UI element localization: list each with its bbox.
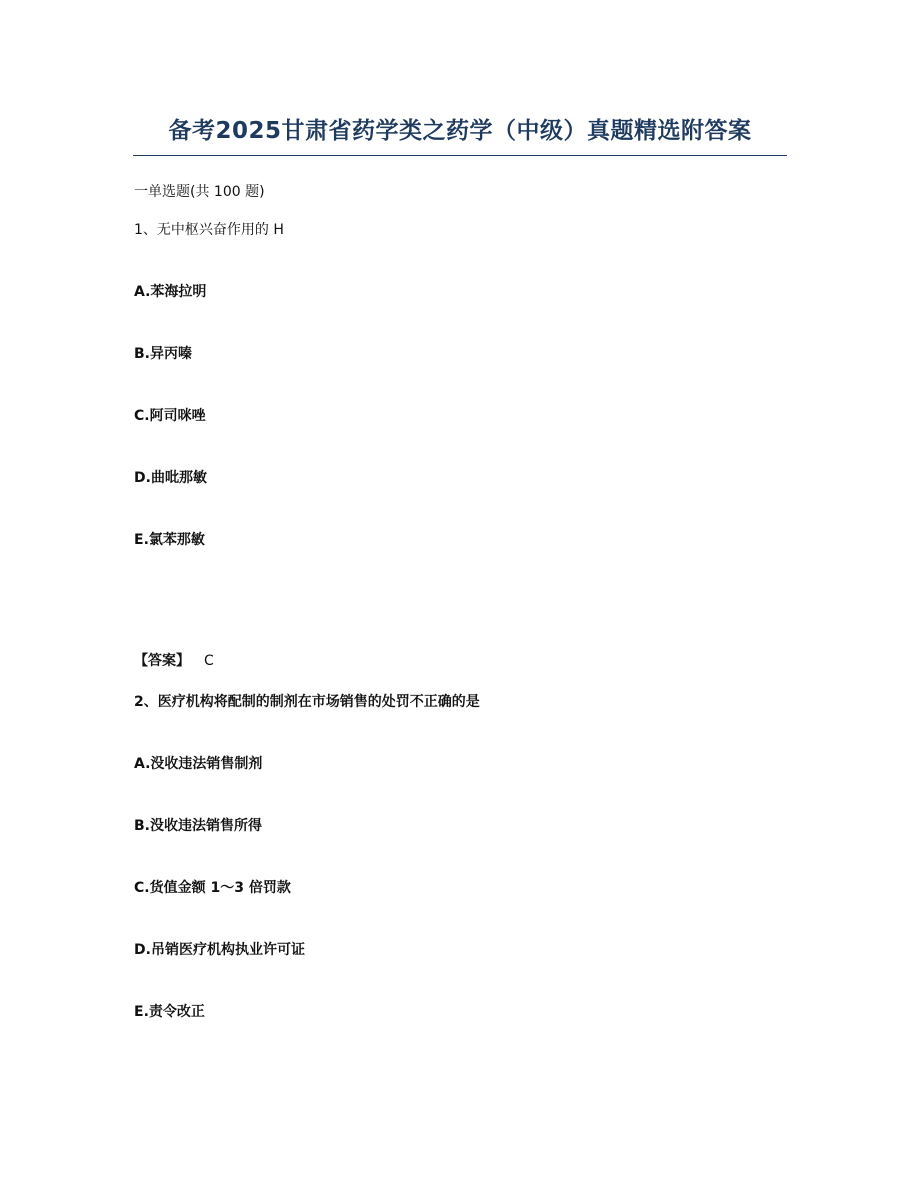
title-underline — [133, 155, 787, 156]
question-2-option-b: B.没收违法销售所得 — [134, 818, 262, 834]
question-1-stem: 1、无中枢兴奋作用的 H — [134, 222, 284, 238]
answer-value: C — [204, 653, 214, 669]
question-2-option-e: E.责令改正 — [134, 1004, 205, 1020]
question-1-option-d: D.曲吡那敏 — [134, 470, 207, 486]
question-2-stem: 2、医疗机构将配制的制剂在市场销售的处罚不正确的是 — [134, 694, 480, 710]
question-2-option-d: D.吊销医疗机构执业许可证 — [134, 942, 305, 958]
question-1-option-e: E.氯苯那敏 — [134, 532, 205, 548]
question-2-option-a: A.没收违法销售制剂 — [134, 756, 263, 772]
section-header: 一单选题(共 100 题) — [134, 184, 265, 200]
question-1-option-c: C.阿司咪唑 — [134, 408, 206, 424]
question-1-option-a: A.苯海拉明 — [134, 284, 207, 300]
question-1-answer — [134, 650, 214, 672]
question-2-option-c: C.货值金额 1～3 倍罚款 — [134, 880, 291, 896]
document-title: 备考2025甘肃省药学类之药学（中级）真题精选附答案 — [168, 118, 752, 144]
answer-label: 【答案】 — [134, 653, 190, 669]
question-1-option-b: B.异丙嗪 — [134, 346, 192, 362]
